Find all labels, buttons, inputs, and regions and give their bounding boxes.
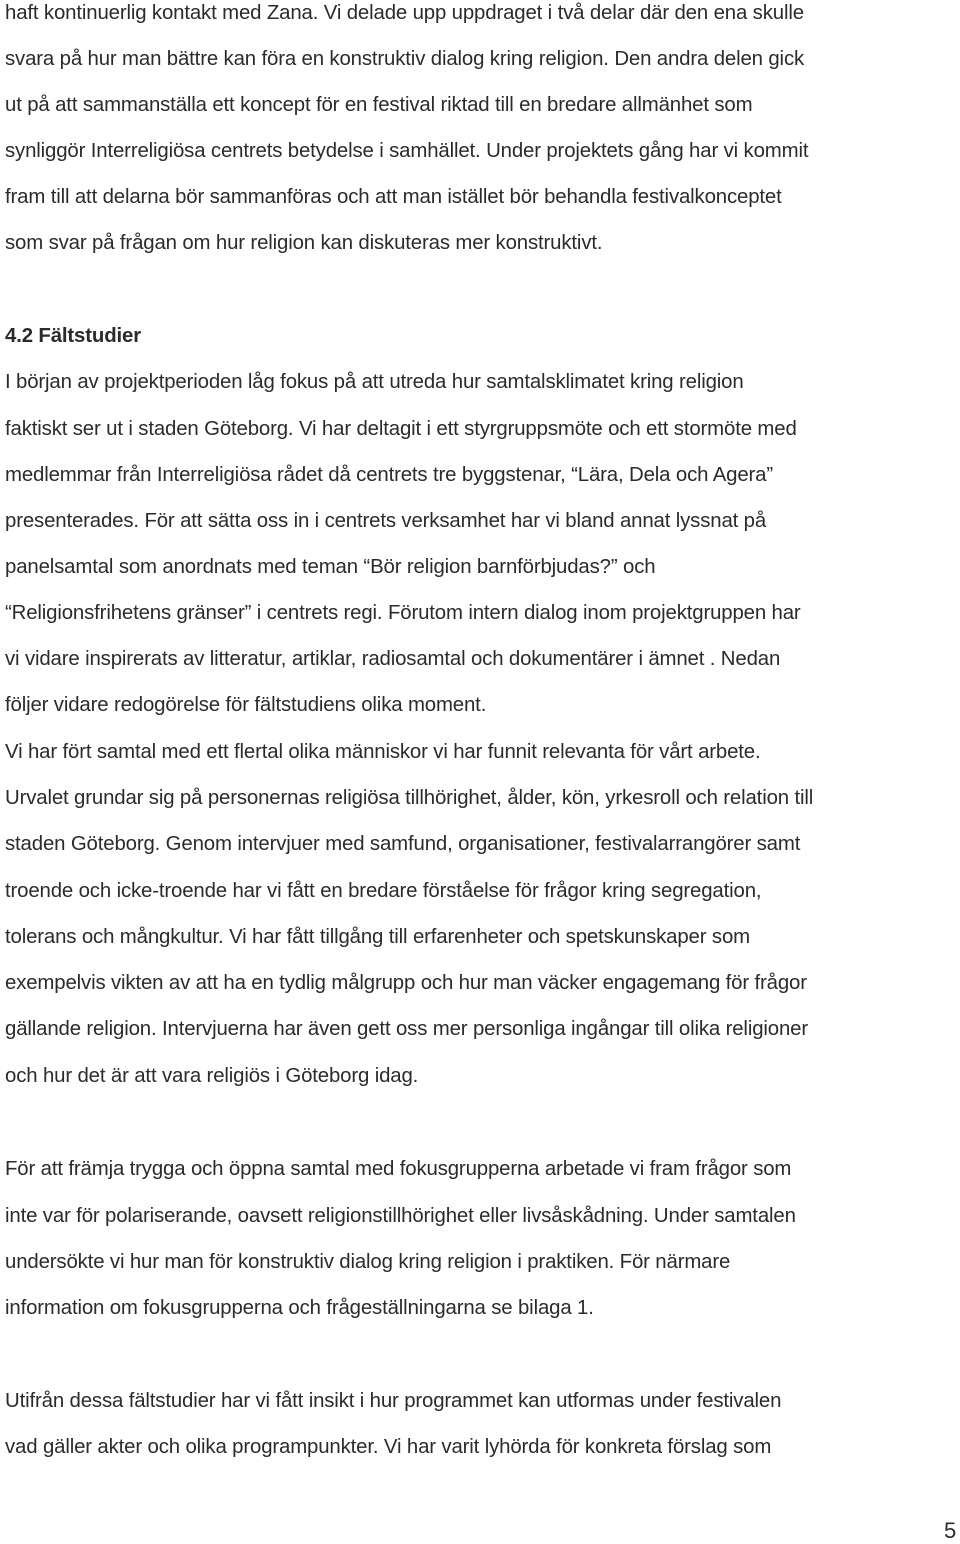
- text-line: För att främja trygga och öppna samtal med fokusgrupperna arbetade vi fram frågor som: [5, 1158, 792, 1180]
- text-line: och hur det är att vara religiös i Göteborg idag.: [5, 1065, 419, 1087]
- page-number: 5: [944, 1518, 957, 1543]
- text-line: troende och icke-troende har vi fått en bredare förståelse för frågor kring segregation,: [5, 880, 762, 902]
- text-line: Utifrån dessa fältstudier har vi fått insikt i hur programmet kan utformas under festivalen: [5, 1390, 782, 1412]
- text-line: I början av projektperioden låg fokus på att utreda hur samtalsklimatet kring religion: [5, 371, 744, 393]
- text-line: gällande religion. Intervjuerna har även gett oss mer personliga ingångar till olika religioner: [5, 1018, 808, 1040]
- text-line: “Religionsfrihetens gränser” i centrets regi. Förutom intern dialog inom projektgruppen har: [5, 602, 801, 624]
- section-heading: 4.2 Fältstudier: [5, 325, 141, 347]
- text-line: panelsamtal som anordnats med teman “Bör religion barnförbjudas?” och: [5, 556, 656, 578]
- text-line: medlemmar från Interreligiösa rådet då centrets tre byggstenar, “Lära, Dela och Agera”: [5, 464, 773, 486]
- text-line: följer vidare redogörelse för fältstudiens olika moment.: [5, 694, 487, 716]
- text-line: presenterades. För att sätta oss in i centrets verksamhet har vi bland annat lyssnat på: [5, 510, 767, 532]
- text-line: faktiskt ser ut i staden Göteborg. Vi har deltagit i ett styrgruppsmöte och ett stormöte med: [5, 418, 797, 440]
- text-line: haft kontinuerlig kontakt med Zana. Vi delade upp uppdraget i två delar där den ena skulle: [5, 2, 804, 24]
- text-line: som svar på frågan om hur religion kan diskuteras mer konstruktivt.: [5, 232, 603, 254]
- text-line: vi vidare inspirerats av litteratur, artiklar, radiosamtal och dokumentärer i ämnet . Nedan: [5, 648, 781, 670]
- text-line: Vi har fört samtal med ett flertal olika människor vi har funnit relevanta för vårt arbete.: [5, 741, 761, 763]
- text-line: information om fokusgrupperna och frågeställningarna se bilaga 1.: [5, 1297, 594, 1319]
- text-line: undersökte vi hur man för konstruktiv dialog kring religion i praktiken. För närmare: [5, 1251, 731, 1273]
- text-line: ut på att sammanställa ett koncept för en festival riktad till en bredare allmänhet som: [5, 94, 753, 116]
- text-line: fram till att delarna bör sammanföras och att man istället bör behandla festivalkonceptet: [5, 186, 782, 208]
- text-line: tolerans och mångkultur. Vi har fått tillgång till erfarenheter och spetskunskaper som: [5, 926, 750, 948]
- text-line: Urvalet grundar sig på personernas religiösa tillhörighet, ålder, kön, yrkesroll och relation till: [5, 787, 814, 809]
- text-line: svara på hur man bättre kan föra en konstruktiv dialog kring religion. Den andra delen gick: [5, 48, 805, 70]
- text-line: exempelvis vikten av att ha en tydlig målgrupp och hur man väcker engagemang för frågor: [5, 972, 807, 994]
- text-line: synliggör Interreligiösa centrets betydelse i samhället. Under projektets gång har vi kommit: [5, 140, 809, 162]
- text-line: vad gäller akter och olika programpunkter. Vi har varit lyhörda för konkreta förslag som: [5, 1436, 772, 1458]
- text-line: inte var för polariserande, oavsett religionstillhörighet eller livsåskådning. Under samtalen: [5, 1205, 796, 1227]
- text-line: staden Göteborg. Genom intervjuer med samfund, organisationer, festivalarrangörer samt: [5, 833, 801, 855]
